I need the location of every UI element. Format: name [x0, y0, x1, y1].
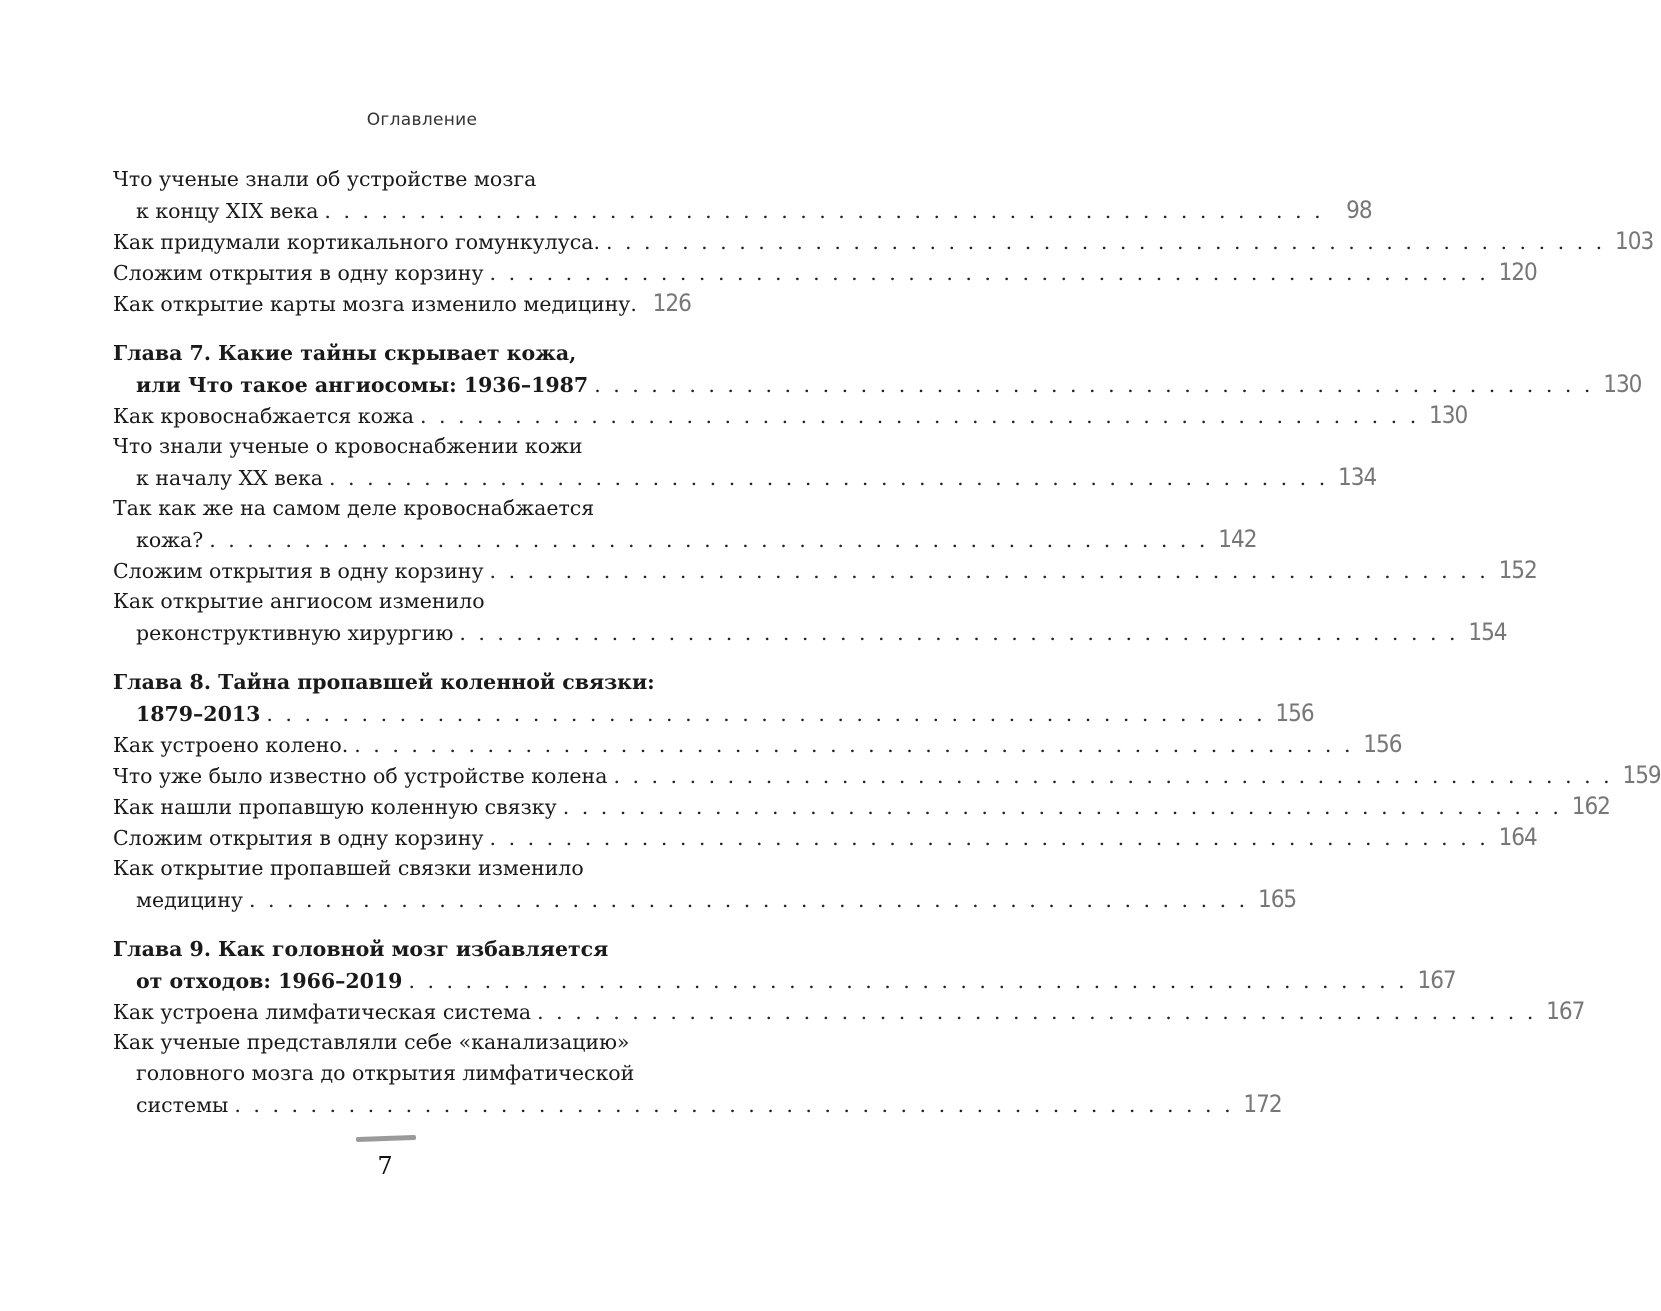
page-number-ornament [356, 1135, 416, 1142]
dot-leader: . . . . . . . . . . . . . . . . . . . . . . . . . . . . . . . . . . . . . . . . . . . . . . . . . . . . . [266, 702, 1266, 726]
toc-entry-title: Что знали ученые о кровоснабжении кожи [113, 434, 583, 458]
toc-entry-title: от отходов: 1966–2019 [136, 969, 403, 993]
toc-entry-line[interactable] [113, 996, 1585, 1027]
toc-entry-title: Сложим открытия в одну корзину [113, 559, 484, 583]
dot-leader: . . . . . . . . . . . . . . . . . . . . . . . . . . . . . . . . . . . . . . . . . . . . . . . . . . . . . [594, 373, 1594, 397]
dot-leader: . . . . . . . . . . . . . . . . . . . . . . . . . . . . . . . . . . . . . . . . . . . . . . . . . . . . . [209, 528, 1209, 552]
toc-entry-title: Как нашли пропавшую коленную связку [113, 795, 557, 819]
toc-entry-title: 1879–2013 [136, 702, 261, 726]
toc-chapter-line[interactable] [113, 965, 1456, 996]
toc-entry-title: Сложим открытия в одну корзину [113, 261, 484, 285]
toc-page-number: 130 [1603, 370, 1642, 398]
toc-page-number: 152 [1498, 556, 1537, 584]
dot-leader: . . . . . . . . . . . . . . . . . . . . . . . . . . . . . . . . . . . . . . . . . . . . . . . . . . . . . [459, 621, 1459, 645]
toc-page-number: 103 [1614, 227, 1654, 255]
toc-entry-title: Глава 8. Тайна пропавшей коленной связки: [113, 670, 655, 694]
dot-leader: . . . . . . . . . . . . . . . . . . . . . . . . . . . . . . . . . . . . . . . . . . . . . . . . . . . . . [420, 404, 1420, 428]
toc-page-number: 126 [652, 289, 691, 317]
toc-page-number: 134 [1338, 463, 1377, 491]
toc-page-number: 120 [1498, 258, 1537, 286]
dot-leader: . . . . . . . . . . . . . . . . . . . . . . . . . . . . . . . . . . . . . . . . . . . . . . . . . . . . . [354, 733, 1354, 757]
toc-page-number: 164 [1498, 823, 1537, 851]
toc-entry-title: Как устроена лимфатическая система [113, 1000, 532, 1024]
dot-leader: . . . . . . . . . . . . . . . . . . . . . . . . . . . . . . . . . . . . . . . . . . . . . . . . . . . . . [537, 1000, 1537, 1024]
toc-entry-line[interactable] [113, 524, 1257, 555]
toc-entry-title: Глава 7. Какие тайны скрывает кожа, [113, 341, 577, 365]
page-number: 7 [377, 1152, 393, 1180]
toc-page-number: 130 [1429, 401, 1468, 429]
toc-page-number: 156 [1363, 730, 1402, 758]
toc-entry-title: Как открытие карты мозга изменило медицину. [113, 292, 637, 316]
toc-page-number: 162 [1571, 792, 1610, 820]
toc-entry-title: или Что такое ангиосомы: 1936–1987 [136, 373, 589, 397]
toc-entry-title: Что ученые знали об устройстве мозга [113, 167, 537, 191]
chapter-spacer [113, 648, 668, 667]
toc-page-number: 98 [1346, 196, 1372, 224]
toc-entry-title: к началу XX века [136, 466, 324, 490]
chapter-spacer [113, 319, 668, 338]
toc-entry-title: Как открытие пропавшей связки изменило [113, 856, 584, 880]
toc-entry-title: Как придумали кортикального гомункулуса. [113, 230, 600, 254]
toc-entry-line[interactable] [113, 853, 668, 884]
toc-entry-line[interactable] [113, 195, 1372, 226]
toc-entry-line[interactable] [113, 884, 1297, 915]
dot-leader: . . . . . . . . . . . . . . . . . . . . . . . . . . . . . . . . . . . . . . . . . . . . . . . . . . . . . [562, 795, 1562, 819]
toc-entry-title: головного мозга до открытия лимфатической [136, 1061, 635, 1085]
toc-entry-line[interactable] [113, 462, 1377, 493]
toc-page-number: 167 [1417, 966, 1456, 994]
toc-entry-line[interactable] [113, 400, 1468, 431]
toc-entry-line[interactable] [113, 431, 668, 462]
toc-page-number: 142 [1218, 525, 1257, 553]
toc-entry-line[interactable] [113, 1027, 668, 1058]
toc-chapter-line[interactable] [113, 934, 668, 965]
toc-entry-title: кожа? [136, 528, 204, 552]
toc-entry-title: Как открытие ангиосом изменило [113, 589, 485, 613]
toc-page-number: 156 [1275, 699, 1314, 727]
toc-page-number: 159 [1622, 761, 1661, 789]
running-header: Оглавление [366, 110, 478, 130]
dot-leader: . . . . . . . . . . . . . . . . . . . . . . . . . . . . . . . . . . . . . . . . . . . . . . . . . . . . . [489, 559, 1489, 583]
dot-leader: . . . . . . . . . . . . . . . . . . . . . . . . . . . . . . . . . . . . . . . . . . . . . . . . . . . . . [324, 199, 1324, 223]
toc-entry-title: медицину [136, 888, 243, 912]
dot-leader: . . . . . . . . . . . . . . . . . . . . . . . . . . . . . . . . . . . . . . . . . . . . . . . . . . . . . [613, 764, 1613, 788]
toc-entry-title: Как кровоснабжается кожа [113, 404, 415, 428]
toc-chapter-line[interactable] [113, 698, 1314, 729]
dot-leader: . . . . . . . . . . . . . . . . . . . . . . . . . . . . . . . . . . . . . . . . . . . . . . . . . . . . . [234, 1093, 1234, 1117]
toc-entry-title: Как устроено колено. [113, 733, 349, 757]
toc-entry-title: реконструктивную хирургию [136, 621, 454, 645]
toc-entry-title: системы [136, 1093, 229, 1117]
toc-page-number: 172 [1243, 1090, 1282, 1118]
toc-entry-title: Как ученые представляли себе «канализацию» [113, 1030, 630, 1054]
toc-entry-line[interactable] [113, 586, 668, 617]
toc-entry-title: Сложим открытия в одну корзину [113, 826, 484, 850]
toc-entry-line[interactable] [113, 617, 1507, 648]
dot-leader: . . . . . . . . . . . . . . . . . . . . . . . . . . . . . . . . . . . . . . . . . . . . . . . . . . . . . [248, 888, 1249, 912]
toc-entry-title: Глава 9. Как головной мозг избавляется [113, 937, 609, 961]
toc-chapter-line[interactable] [113, 369, 1642, 400]
toc-entry-line[interactable] [113, 760, 1661, 791]
toc-entry-line[interactable] [113, 791, 1610, 822]
table-of-contents [113, 164, 1661, 1120]
toc-entry-line[interactable] [113, 493, 668, 524]
dot-leader: . . . . . . . . . . . . . . . . . . . . . . . . . . . . . . . . . . . . . . . . . . . . . . . . . . . . . [408, 969, 1408, 993]
chapter-spacer [113, 915, 668, 934]
toc-chapter-line[interactable] [113, 667, 668, 698]
toc-entry-line[interactable] [113, 164, 668, 195]
toc-entry-title: Что уже было известно об устройстве колена [113, 764, 608, 788]
toc-entry-title: к концу XIX века [136, 199, 319, 223]
toc-entry-line[interactable] [113, 1058, 668, 1089]
toc-chapter-line[interactable] [113, 338, 668, 369]
dot-leader: . . . . . . . . . . . . . . . . . . . . . . . . . . . . . . . . . . . . . . . . . . . . . . . . . . . . . [329, 466, 1329, 490]
toc-entry-line[interactable] [113, 555, 1537, 586]
toc-entry-line[interactable] [113, 257, 1537, 288]
toc-page-number: 167 [1546, 997, 1585, 1025]
toc-page-number: 154 [1468, 618, 1507, 646]
dot-leader: . . . . . . . . . . . . . . . . . . . . . . . . . . . . . . . . . . . . . . . . . . . . . . . . . . . . . [489, 261, 1489, 285]
toc-entry-line[interactable] [113, 822, 1537, 853]
toc-entry-line[interactable] [113, 1089, 1282, 1120]
toc-entry-line[interactable] [113, 226, 1654, 257]
toc-entry-line[interactable] [113, 288, 691, 319]
toc-page-number: 165 [1257, 885, 1297, 913]
dot-leader: . . . . . . . . . . . . . . . . . . . . . . . . . . . . . . . . . . . . . . . . . . . . . . . . . . . . . [489, 826, 1489, 850]
toc-entry-title: Так как же на самом деле кровоснабжается [113, 496, 595, 520]
toc-entry-line[interactable] [113, 729, 1402, 760]
dot-leader: . . . . . . . . . . . . . . . . . . . . . . . . . . . . . . . . . . . . . . . . . . . . . . . . . . . . . [605, 230, 1606, 254]
